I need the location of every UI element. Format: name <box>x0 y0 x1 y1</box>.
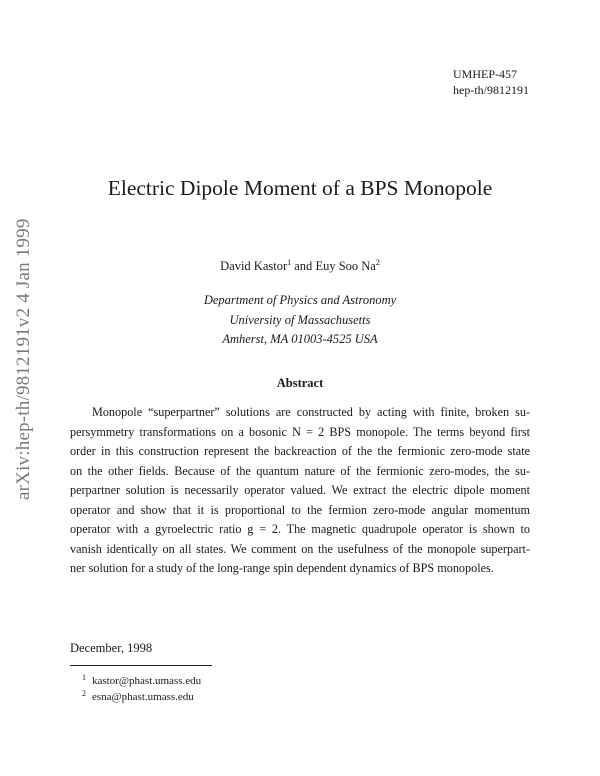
affiliation-line: Amherst, MA 01003-4525 USA <box>222 332 378 346</box>
abstract-line: ner solution for a study of the long-range spin dependent dynamics of BPS monopoles. <box>70 561 494 575</box>
footnote-email: kastor@phast.umass.edu <box>92 675 202 687</box>
paper-title: Electric Dipole Moment of a BPS Monopole <box>107 176 493 200</box>
footnote <box>82 687 194 704</box>
footnote-email: esna@phast.umass.edu <box>92 691 194 703</box>
footnote-marker: 1 <box>287 258 292 267</box>
abstract-line: vanish identically on all states. We comment on the usefulness of the monopole superpart- <box>70 541 530 556</box>
abstract-line: on the other fields. Because of the quantum nature of the fermionic zero-modes, the su- <box>70 463 530 478</box>
abstract-line: perpartner solution is necessarily operator valued. We extract the electric dipole moment <box>70 483 530 497</box>
footnote-marker: 2 <box>82 689 86 698</box>
report-number: UMHEP-457 <box>453 67 518 81</box>
abstract-line: order in this construction represent the backreaction of the the fermionic zero-mode state <box>70 444 530 458</box>
abstract-heading: Abstract <box>276 376 324 390</box>
author-name: Euy Soo Na <box>315 259 376 273</box>
footnote-marker: 1 <box>82 673 86 682</box>
abstract-line: operator and show that it is proportional to the fermion zero-mode angular momentum <box>70 502 530 517</box>
affiliation-line: University of Massachusetts <box>229 312 371 327</box>
affiliation-line: Department of Physics and Astronomy <box>203 293 397 307</box>
author-name: David Kastor <box>220 259 288 273</box>
footnote-rule <box>70 665 212 666</box>
report-number: hep-th/9812191 <box>453 83 529 97</box>
paper-date: December, 1998 <box>70 641 153 655</box>
report-numbers <box>453 66 529 98</box>
abstract-line: operator with a gyroelectric ratio g = 2. The magnetic quadrupole operator is shown to <box>70 522 530 536</box>
footnote-marker: 2 <box>375 258 380 267</box>
author-connector: and <box>294 259 313 273</box>
footnote <box>82 671 201 688</box>
abstract-line: Monopole “superpartner” solutions are constructed by acting with finite, broken su- <box>92 405 530 419</box>
affiliation <box>0 291 600 350</box>
abstract-line: persymmetry transformations on a bosonic N = 2 BPS monopole. The terms beyond first <box>70 424 530 439</box>
author-list <box>0 258 600 274</box>
arxiv-stamp: arXiv:hep-th/9812191v2 4 Jan 1999 <box>13 218 34 500</box>
abstract-body <box>70 403 530 579</box>
